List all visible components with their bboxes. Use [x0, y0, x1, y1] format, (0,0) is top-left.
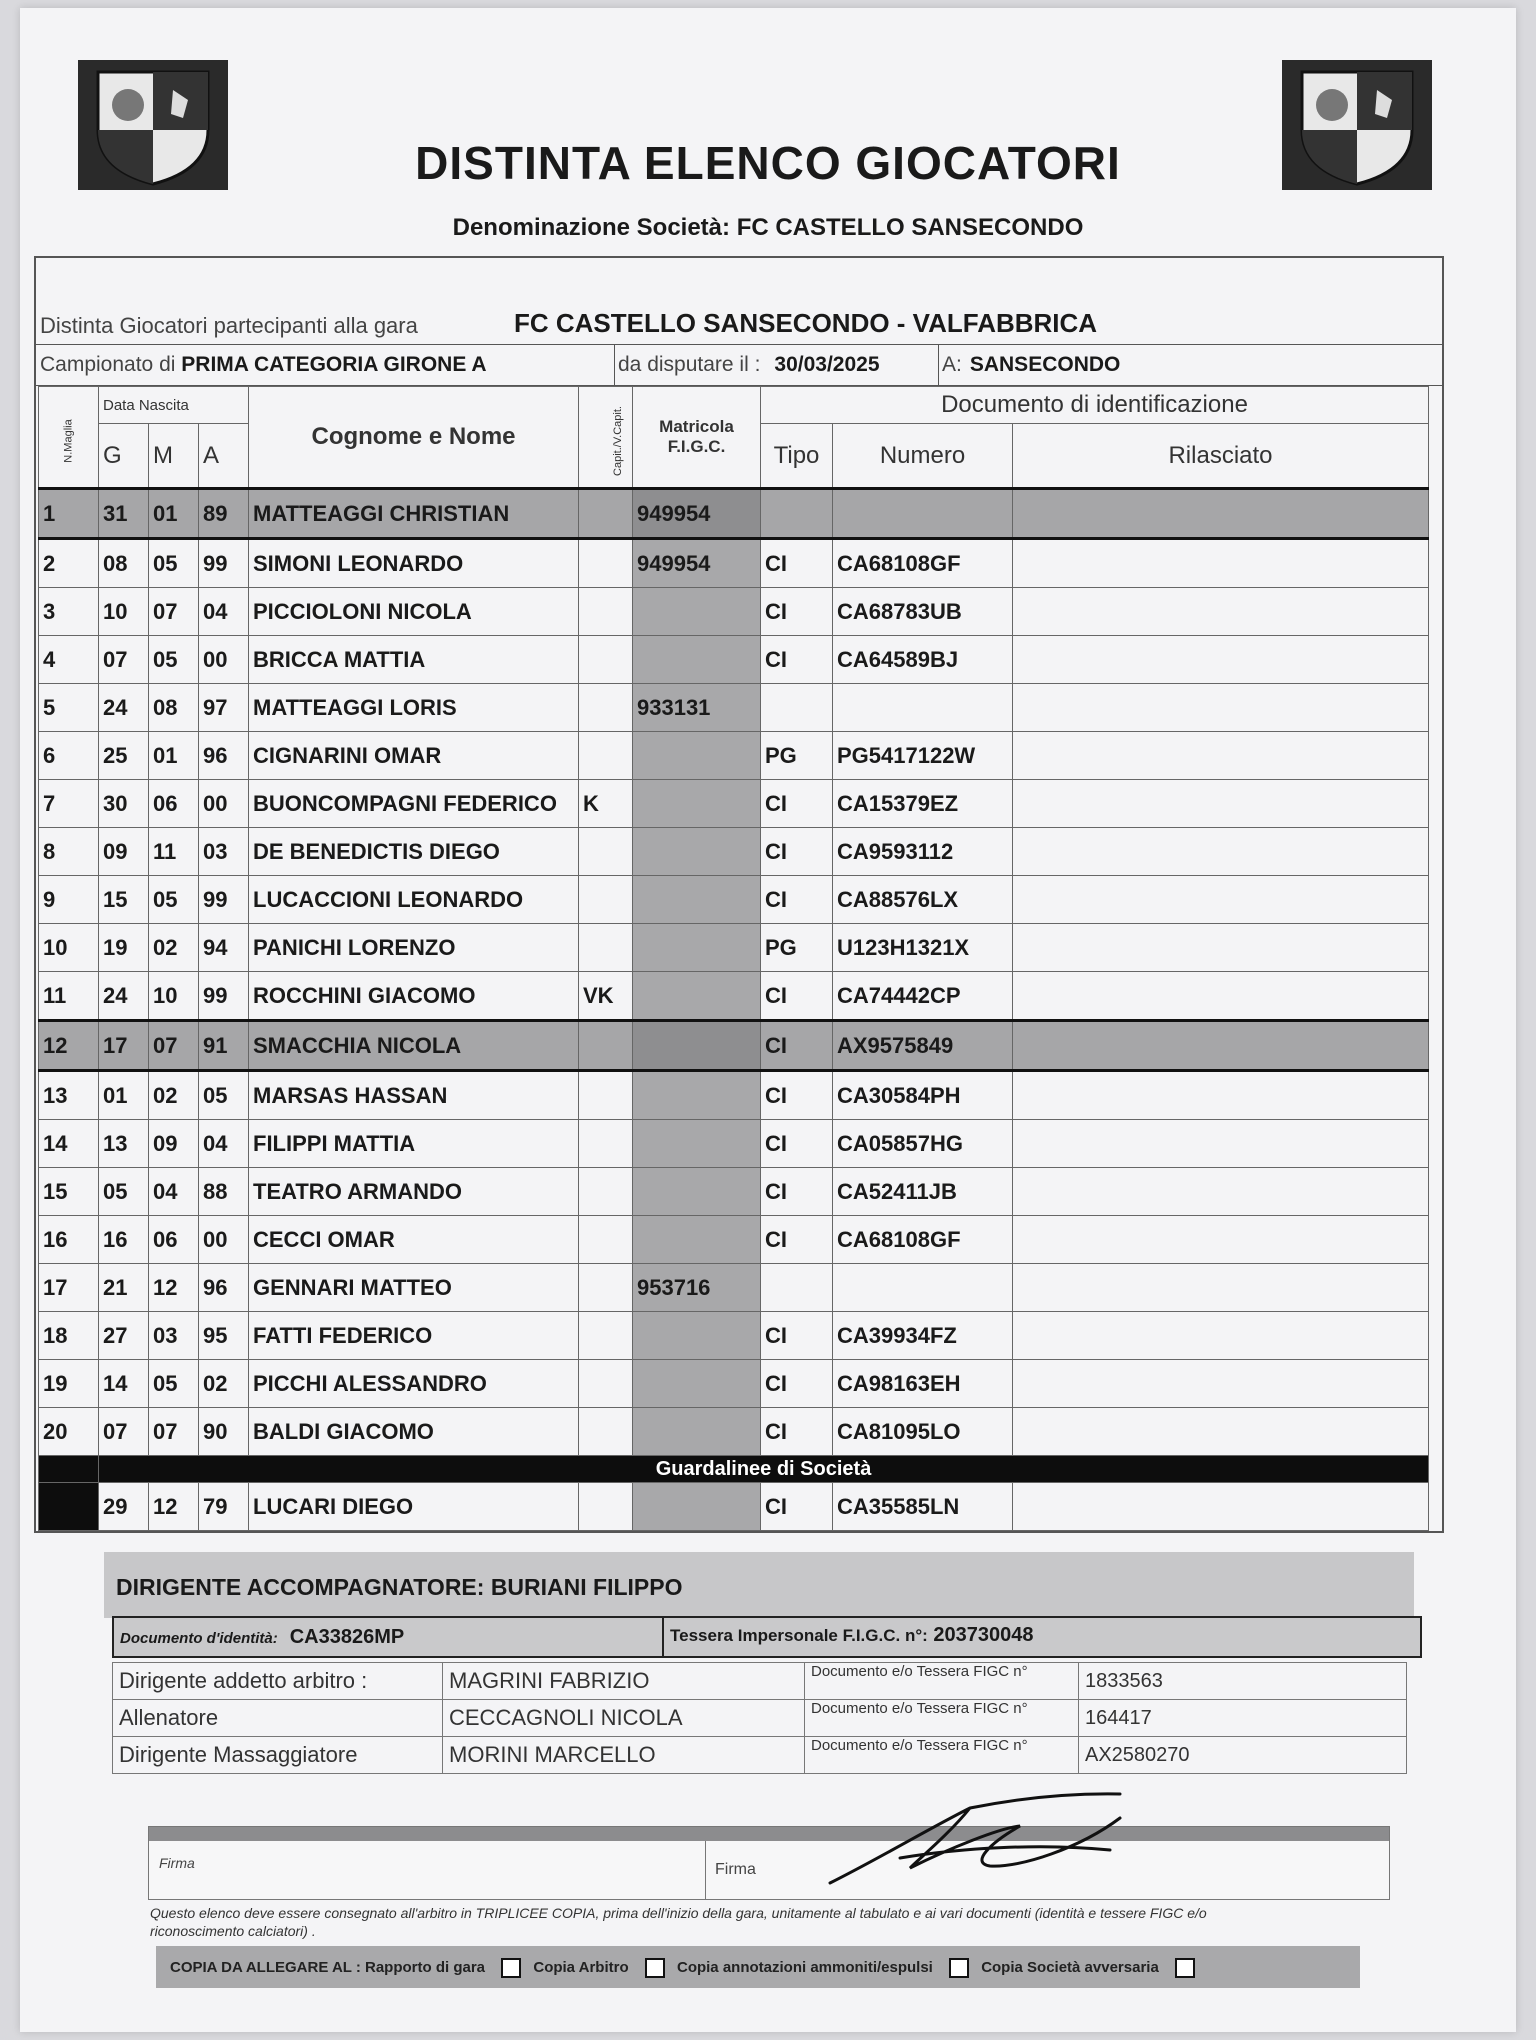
player-a: 89 — [199, 489, 249, 539]
player-capt — [579, 684, 633, 732]
player-rilasciato — [1013, 489, 1429, 539]
player-row — [39, 1216, 1429, 1264]
player-n: 3 — [39, 588, 99, 636]
copia-societa-label: Copia Società avversaria — [981, 1958, 1159, 1976]
player-a: 95 — [199, 1312, 249, 1360]
match-value: FC CASTELLO SANSECONDO - VALFABBRICA — [514, 308, 1098, 338]
guardalinee-band-left — [39, 1456, 99, 1483]
match-date: da disputare il : 30/03/2025 — [618, 353, 880, 376]
player-numero: CA88576LX — [833, 876, 1013, 924]
player-a: 99 — [199, 539, 249, 588]
guardalinee-tipo: CI — [761, 1483, 833, 1531]
player-nome: PICCHI ALESSANDRO — [249, 1360, 579, 1408]
player-rilasciato — [1013, 539, 1429, 588]
player-tipo: CI — [761, 1021, 833, 1071]
player-matricola — [633, 1071, 761, 1120]
match-label: Distinta Giocatori partecipanti alla gara — [40, 313, 418, 338]
firma-box — [148, 1826, 1390, 1900]
player-row — [39, 489, 1429, 539]
player-tipo: CI — [761, 1071, 833, 1120]
player-capt — [579, 588, 633, 636]
player-n: 6 — [39, 732, 99, 780]
player-numero — [833, 1264, 1013, 1312]
player-capt — [579, 876, 633, 924]
guardalinee-numero: CA35585LN — [833, 1483, 1013, 1531]
player-g: 24 — [99, 684, 149, 732]
document-title: DISTINTA ELENCO GIOCATORI — [415, 137, 1121, 189]
staff-doc-label: Documento e/o Tessera FIGC n° — [805, 1700, 1079, 1737]
player-row — [39, 828, 1429, 876]
player-m: 05 — [149, 1360, 199, 1408]
player-rilasciato — [1013, 1120, 1429, 1168]
header-maglia: N.Maglia — [39, 387, 99, 489]
player-matricola — [633, 1312, 761, 1360]
staff-doc: 164417 — [1079, 1700, 1407, 1737]
header-numero: Numero — [833, 424, 1013, 489]
player-g: 16 — [99, 1216, 149, 1264]
player-g: 08 — [99, 539, 149, 588]
player-a: 99 — [199, 876, 249, 924]
documento-bar — [112, 1616, 1422, 1658]
player-n: 2 — [39, 539, 99, 588]
player-row — [39, 780, 1429, 828]
player-n: 13 — [39, 1071, 99, 1120]
player-matricola — [633, 1120, 761, 1168]
player-capt — [579, 1071, 633, 1120]
player-numero: AX9575849 — [833, 1021, 1013, 1071]
player-matricola — [633, 876, 761, 924]
staff-doc: 1833563 — [1079, 1663, 1407, 1700]
player-capt — [579, 924, 633, 972]
firma-label-2: Firma — [715, 1861, 756, 1878]
handwritten-signature — [820, 1788, 1160, 1898]
player-n: 4 — [39, 636, 99, 684]
player-a: 00 — [199, 1216, 249, 1264]
player-rilasciato — [1013, 780, 1429, 828]
player-g: 05 — [99, 1168, 149, 1216]
player-g: 30 — [99, 780, 149, 828]
player-n: 20 — [39, 1408, 99, 1456]
player-n: 16 — [39, 1216, 99, 1264]
player-a: 02 — [199, 1360, 249, 1408]
player-nome: MATTEAGGI CHRISTIAN — [249, 489, 579, 539]
player-g: 14 — [99, 1360, 149, 1408]
player-numero: U123H1321X — [833, 924, 1013, 972]
staff-role: Dirigente Massaggiatore — [113, 1737, 443, 1774]
player-a: 91 — [199, 1021, 249, 1071]
player-tipo: CI — [761, 588, 833, 636]
player-row — [39, 876, 1429, 924]
player-g: 24 — [99, 972, 149, 1021]
instructions-note: Questo elenco deve essere consegnato all'arbitro in TRIPLICEE COPIA, prima dell'inizio della gara, unitamente al tabulato e ai vari documenti (identità e tessere FIGC e/o riconoscimento calciatori) . — [150, 1905, 1207, 1939]
player-numero: PG5417122W — [833, 732, 1013, 780]
checkbox-societa[interactable] — [1175, 1958, 1195, 1978]
player-n: 9 — [39, 876, 99, 924]
player-row — [39, 1168, 1429, 1216]
player-capt — [579, 636, 633, 684]
player-nome: DE BENEDICTIS DIEGO — [249, 828, 579, 876]
player-matricola — [633, 828, 761, 876]
player-rilasciato — [1013, 1021, 1429, 1071]
player-numero: CA68108GF — [833, 1216, 1013, 1264]
player-m: 01 — [149, 489, 199, 539]
players-frame — [34, 256, 1444, 1533]
player-n: 10 — [39, 924, 99, 972]
header-rilasciato: Rilasciato — [1013, 424, 1429, 489]
player-numero: CA9593112 — [833, 828, 1013, 876]
player-capt — [579, 1360, 633, 1408]
player-row — [39, 1071, 1429, 1120]
player-tipo: CI — [761, 828, 833, 876]
guardalinee-g: 29 — [99, 1483, 149, 1531]
society-value: FC CASTELLO SANSECONDO — [736, 214, 1084, 241]
player-g: 19 — [99, 924, 149, 972]
player-nome: MATTEAGGI LORIS — [249, 684, 579, 732]
player-rilasciato — [1013, 828, 1429, 876]
player-nome: SIMONI LEONARDO — [249, 539, 579, 588]
player-capt — [579, 1264, 633, 1312]
dirigente-accompagnatore: DIRIGENTE ACCOMPAGNATORE: BURIANI FILIPPO — [104, 1552, 1414, 1618]
player-g: 01 — [99, 1071, 149, 1120]
guardalinee-matricola — [633, 1483, 761, 1531]
player-nome: GENNARI MATTEO — [249, 1264, 579, 1312]
player-rilasciato — [1013, 1360, 1429, 1408]
firma-label-1: Firma — [159, 1855, 195, 1871]
player-capt — [579, 1216, 633, 1264]
player-g: 21 — [99, 1264, 149, 1312]
player-numero: CA81095LO — [833, 1408, 1013, 1456]
player-row — [39, 924, 1429, 972]
copia-arbitro-label: Copia Arbitro — [533, 1958, 629, 1976]
staff-name: MAGRINI FABRIZIO — [443, 1663, 805, 1700]
player-a: 99 — [199, 972, 249, 1021]
player-tipo: CI — [761, 1408, 833, 1456]
player-numero: CA64589BJ — [833, 636, 1013, 684]
player-m: 07 — [149, 1021, 199, 1071]
player-capt — [579, 539, 633, 588]
campionato: Campionato di PRIMA CATEGORIA GIRONE A — [40, 353, 487, 376]
player-capt — [579, 1168, 633, 1216]
player-row — [39, 684, 1429, 732]
player-numero: CA98163EH — [833, 1360, 1013, 1408]
player-row — [39, 1120, 1429, 1168]
player-numero: CA05857HG — [833, 1120, 1013, 1168]
player-a: 94 — [199, 924, 249, 972]
player-m: 04 — [149, 1168, 199, 1216]
match-place: A: SANSECONDO — [942, 353, 1121, 376]
player-matricola: 933131 — [633, 684, 761, 732]
copia-bar — [156, 1946, 1360, 1988]
staff-doc-label: Documento e/o Tessera FIGC n° — [805, 1737, 1079, 1774]
guardalinee-capt — [579, 1483, 633, 1531]
player-nome: MARSAS HASSAN — [249, 1071, 579, 1120]
player-m: 05 — [149, 876, 199, 924]
player-tipo: CI — [761, 972, 833, 1021]
checkbox-ammoniti[interactable] — [949, 1958, 969, 1978]
staff-name: MORINI MARCELLO — [443, 1737, 805, 1774]
player-g: 07 — [99, 636, 149, 684]
player-nome: BALDI GIACOMO — [249, 1408, 579, 1456]
player-g: 31 — [99, 489, 149, 539]
player-nome: TEATRO ARMANDO — [249, 1168, 579, 1216]
player-row — [39, 539, 1429, 588]
player-capt — [579, 489, 633, 539]
player-rilasciato — [1013, 876, 1429, 924]
player-numero — [833, 684, 1013, 732]
player-a: 00 — [199, 780, 249, 828]
player-nome: CIGNARINI OMAR — [249, 732, 579, 780]
staff-name: CECCAGNOLI NICOLA — [443, 1700, 805, 1737]
header-capt: Capit./V.Capit. — [579, 387, 633, 489]
player-capt — [579, 1408, 633, 1456]
player-g: 13 — [99, 1120, 149, 1168]
player-row — [39, 1312, 1429, 1360]
player-tipo: CI — [761, 780, 833, 828]
match-line — [36, 258, 1442, 345]
player-a: 00 — [199, 636, 249, 684]
player-m: 01 — [149, 732, 199, 780]
document-sheet — [20, 8, 1516, 2032]
player-matricola: 953716 — [633, 1264, 761, 1312]
player-capt — [579, 1120, 633, 1168]
player-rilasciato — [1013, 1408, 1429, 1456]
player-tipo: PG — [761, 732, 833, 780]
player-numero: CA68108GF — [833, 539, 1013, 588]
player-capt — [579, 828, 633, 876]
player-numero: CA30584PH — [833, 1071, 1013, 1120]
player-matricola — [633, 588, 761, 636]
player-row — [39, 1408, 1429, 1456]
checkbox-rapporto[interactable] — [501, 1958, 521, 1978]
staff-doc: AX2580270 — [1079, 1737, 1407, 1774]
player-nome: CECCI OMAR — [249, 1216, 579, 1264]
player-m: 05 — [149, 636, 199, 684]
staff-role: Allenatore — [113, 1700, 443, 1737]
player-m: 02 — [149, 1071, 199, 1120]
guardalinee-section — [39, 1456, 1429, 1531]
player-row — [39, 636, 1429, 684]
header-m: M — [149, 424, 199, 489]
header-g: G — [99, 424, 149, 489]
player-g: 07 — [99, 1408, 149, 1456]
player-numero — [833, 489, 1013, 539]
player-matricola — [633, 1216, 761, 1264]
player-matricola — [633, 780, 761, 828]
player-m: 05 — [149, 539, 199, 588]
player-m: 11 — [149, 828, 199, 876]
player-m: 07 — [149, 588, 199, 636]
player-tipo: CI — [761, 876, 833, 924]
player-rilasciato — [1013, 1071, 1429, 1120]
player-g: 10 — [99, 588, 149, 636]
tessera-figc: Tessera Impersonale F.I.G.C. n°: 203730048 — [662, 1618, 1033, 1656]
guardalinee-rilasciato — [1013, 1483, 1429, 1531]
player-numero: CA74442CP — [833, 972, 1013, 1021]
header-matricola: Matricola F.I.G.C. — [633, 387, 761, 489]
player-row — [39, 1021, 1429, 1071]
player-tipo — [761, 684, 833, 732]
player-tipo — [761, 489, 833, 539]
player-rilasciato — [1013, 1264, 1429, 1312]
player-rilasciato — [1013, 588, 1429, 636]
player-rilasciato — [1013, 924, 1429, 972]
player-rilasciato — [1013, 1312, 1429, 1360]
player-m: 07 — [149, 1408, 199, 1456]
player-numero: CA15379EZ — [833, 780, 1013, 828]
society-label: Denominazione Società: — [452, 214, 731, 241]
player-matricola: 949954 — [633, 539, 761, 588]
player-numero: CA68783UB — [833, 588, 1013, 636]
header-nascita: Data Nascita — [99, 387, 249, 424]
player-row — [39, 588, 1429, 636]
player-row — [39, 972, 1429, 1021]
player-capt — [579, 732, 633, 780]
guardalinee-a: 79 — [199, 1483, 249, 1531]
player-tipo: PG — [761, 924, 833, 972]
player-a: 96 — [199, 732, 249, 780]
player-a: 03 — [199, 828, 249, 876]
player-tipo: CI — [761, 1312, 833, 1360]
player-tipo — [761, 1264, 833, 1312]
header-documento: Documento di identificazione — [761, 387, 1429, 424]
player-a: 05 — [199, 1071, 249, 1120]
player-capt — [579, 1021, 633, 1071]
staff-table — [112, 1662, 1407, 1774]
player-n: 12 — [39, 1021, 99, 1071]
player-n: 11 — [39, 972, 99, 1021]
player-tipo: CI — [761, 1168, 833, 1216]
player-nome: SMACCHIA NICOLA — [249, 1021, 579, 1071]
championship-line — [36, 345, 1442, 386]
player-m: 12 — [149, 1264, 199, 1312]
player-matricola — [633, 732, 761, 780]
player-row — [39, 1360, 1429, 1408]
player-m: 08 — [149, 684, 199, 732]
player-n: 1 — [39, 489, 99, 539]
player-matricola — [633, 1168, 761, 1216]
player-nome: ROCCHINI GIACOMO — [249, 972, 579, 1021]
player-m: 06 — [149, 780, 199, 828]
player-rilasciato — [1013, 732, 1429, 780]
player-nome: BUONCOMPAGNI FEDERICO — [249, 780, 579, 828]
player-n: 19 — [39, 1360, 99, 1408]
doc-identita: Documento d'identità: CA33826MP — [120, 1626, 405, 1648]
copia-ammoniti-label: Copia annotazioni ammoniti/espulsi — [676, 1958, 933, 1976]
staff-row — [113, 1663, 1407, 1700]
player-rilasciato — [1013, 636, 1429, 684]
staff-role: Dirigente addetto arbitro : — [113, 1663, 443, 1700]
player-g: 15 — [99, 876, 149, 924]
player-m: 03 — [149, 1312, 199, 1360]
copia-label: COPIA DA ALLEGARE AL : Rapporto di gara — [170, 1958, 486, 1976]
player-g: 09 — [99, 828, 149, 876]
player-a: 97 — [199, 684, 249, 732]
header-a: A — [199, 424, 249, 489]
guardalinee-label: Guardalinee di Società — [99, 1456, 1429, 1483]
player-matricola — [633, 924, 761, 972]
player-rilasciato — [1013, 684, 1429, 732]
staff-row — [113, 1737, 1407, 1774]
player-m: 02 — [149, 924, 199, 972]
player-matricola — [633, 1360, 761, 1408]
player-rows — [39, 489, 1429, 1456]
guardalinee-n — [39, 1483, 99, 1531]
player-tipo: CI — [761, 1216, 833, 1264]
header-nome: Cognome e Nome — [249, 387, 579, 489]
player-a: 04 — [199, 588, 249, 636]
player-capt: K — [579, 780, 633, 828]
player-m: 06 — [149, 1216, 199, 1264]
player-nome: PICCIOLONI NICOLA — [249, 588, 579, 636]
guardalinee-m: 12 — [149, 1483, 199, 1531]
player-matricola — [633, 1408, 761, 1456]
society-name — [20, 214, 1516, 242]
player-tipo: CI — [761, 1360, 833, 1408]
player-n: 7 — [39, 780, 99, 828]
player-a: 88 — [199, 1168, 249, 1216]
player-m: 09 — [149, 1120, 199, 1168]
header-tipo: Tipo — [761, 424, 833, 489]
staff-doc-label: Documento e/o Tessera FIGC n° — [805, 1663, 1079, 1700]
player-nome: FILIPPI MATTIA — [249, 1120, 579, 1168]
staff-row — [113, 1700, 1407, 1737]
players-table — [38, 386, 1429, 1531]
player-tipo: CI — [761, 1120, 833, 1168]
player-row — [39, 1264, 1429, 1312]
player-a: 96 — [199, 1264, 249, 1312]
player-n: 18 — [39, 1312, 99, 1360]
player-matricola — [633, 1021, 761, 1071]
player-nome: BRICCA MATTIA — [249, 636, 579, 684]
player-n: 14 — [39, 1120, 99, 1168]
player-capt: VK — [579, 972, 633, 1021]
player-numero: CA39934FZ — [833, 1312, 1013, 1360]
player-rilasciato — [1013, 1216, 1429, 1264]
player-rilasciato — [1013, 972, 1429, 1021]
player-tipo: CI — [761, 636, 833, 684]
guardalinee-nome: LUCARI DIEGO — [249, 1483, 579, 1531]
player-matricola — [633, 636, 761, 684]
player-n: 5 — [39, 684, 99, 732]
player-g: 17 — [99, 1021, 149, 1071]
player-g: 25 — [99, 732, 149, 780]
player-nome: LUCACCIONI LEONARDO — [249, 876, 579, 924]
player-tipo: CI — [761, 539, 833, 588]
player-n: 17 — [39, 1264, 99, 1312]
player-row — [39, 732, 1429, 780]
player-m: 10 — [149, 972, 199, 1021]
player-capt — [579, 1312, 633, 1360]
player-matricola: 949954 — [633, 489, 761, 539]
player-a: 90 — [199, 1408, 249, 1456]
player-numero: CA52411JB — [833, 1168, 1013, 1216]
player-nome: PANICHI LORENZO — [249, 924, 579, 972]
player-n: 8 — [39, 828, 99, 876]
player-matricola — [633, 972, 761, 1021]
player-rilasciato — [1013, 1168, 1429, 1216]
player-g: 27 — [99, 1312, 149, 1360]
checkbox-arbitro[interactable] — [645, 1958, 665, 1978]
player-a: 04 — [199, 1120, 249, 1168]
player-nome: FATTI FEDERICO — [249, 1312, 579, 1360]
player-n: 15 — [39, 1168, 99, 1216]
